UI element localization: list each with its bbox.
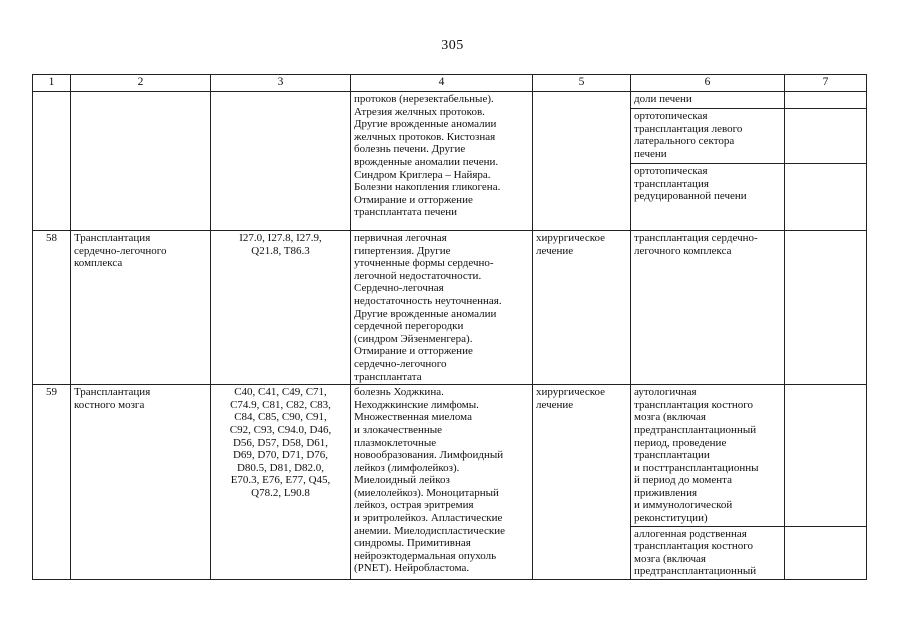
header-col-6: 6 <box>631 75 785 92</box>
page-number: 305 <box>441 38 464 53</box>
extra-cell <box>785 385 867 527</box>
row-number-cell: 59 <box>33 385 71 580</box>
method-cell: аллогенная родственная трансплантация костного мозга (включая предтрансплантационный <box>631 526 785 579</box>
medical-care-table <box>32 74 867 580</box>
method-cell: трансплантация сердечно- легочного комплекса <box>631 231 785 385</box>
header-col-5: 5 <box>533 75 631 92</box>
header-col-7: 7 <box>785 75 867 92</box>
diagnosis-cell: протоков (нерезектабельные). Атрезия желчных протоков. Другие врожденные аномалии желчных протоков. Кистозная болезнь печени. Другие врожденные аномалии печени. Синдром Криглера – Найяра. Болезни накопления гликогена. Отмирание и отторжение трансплантата печени <box>351 92 533 231</box>
table-row <box>33 231 867 385</box>
header-col-2: 2 <box>71 75 211 92</box>
row-number-cell <box>33 92 71 231</box>
treatment-type-cell: хирургическое лечение <box>533 231 631 385</box>
extra-cell <box>785 109 867 164</box>
table-row <box>33 385 867 527</box>
method-cell: аутологичная трансплантация костного мозга (включая предтрансплантационный период, проведение трансплантации и посттрансплантационны й период до момента приживления и иммунологической реконституции) <box>631 385 785 527</box>
icd-codes-cell <box>211 92 351 231</box>
method-cell: ортотопическая трансплантация редуцированной печени <box>631 164 785 231</box>
extra-cell <box>785 164 867 231</box>
header-col-3: 3 <box>211 75 351 92</box>
treatment-type-cell <box>533 92 631 231</box>
extra-cell <box>785 526 867 579</box>
diagnosis-cell: болезнь Ходжкина. Неходжкинские лимфомы. Множественная миелома и злокачественные плазмоклеточные новообразования. Лимфоидный лейкоз (лимфолейкоз). Миелоидный лейкоз (миелолейкоз). Моноцитарный лейкоз, острая эритремия и эритролейкоз. Апластические анемии. Миелодиспластические синдромы. Примитивная нейроэктодермальная опухоль (PNET). Нейробластома. <box>351 385 533 580</box>
diagnosis-cell: первичная легочная гипертензия. Другие уточненные формы сердечно- легочной недостаточности. Сердечно-легочная недостаточность неуточненная. Другие врожденные аномалии сердечной перегородки (синдром Эйзенменгера). Отмирание и отторжение сердечно-легочного трансплантата <box>351 231 533 385</box>
table-row <box>33 92 867 109</box>
treatment-type-cell: хирургическое лечение <box>533 385 631 580</box>
extra-cell <box>785 231 867 385</box>
method-cell: доли печени <box>631 92 785 109</box>
row-number-cell: 58 <box>33 231 71 385</box>
extra-cell <box>785 92 867 109</box>
intervention-name-cell <box>71 92 211 231</box>
icd-codes-cell: I27.0, I27.8, I27.9, Q21.8, T86.3 <box>211 231 351 385</box>
intervention-name-cell: Трансплантация сердечно-легочного комплекса <box>71 231 211 385</box>
header-col-1: 1 <box>33 75 71 92</box>
method-cell: ортотопическая трансплантация левого латерального сектора печени <box>631 109 785 164</box>
header-row <box>33 75 867 92</box>
header-col-4: 4 <box>351 75 533 92</box>
icd-codes-cell: C40, C41, C49, C71, C74.9, C81, C82, C83, C84, C85, C90, C91, C92, C93, C94.0, D46, D56, D57, D58, D61, D69, D70, D71, D76, D80.5, D81, D82.0, E70.3, E76, E77, Q45, Q78.2, L90.8 <box>211 385 351 580</box>
intervention-name-cell: Трансплантация костного мозга <box>71 385 211 580</box>
